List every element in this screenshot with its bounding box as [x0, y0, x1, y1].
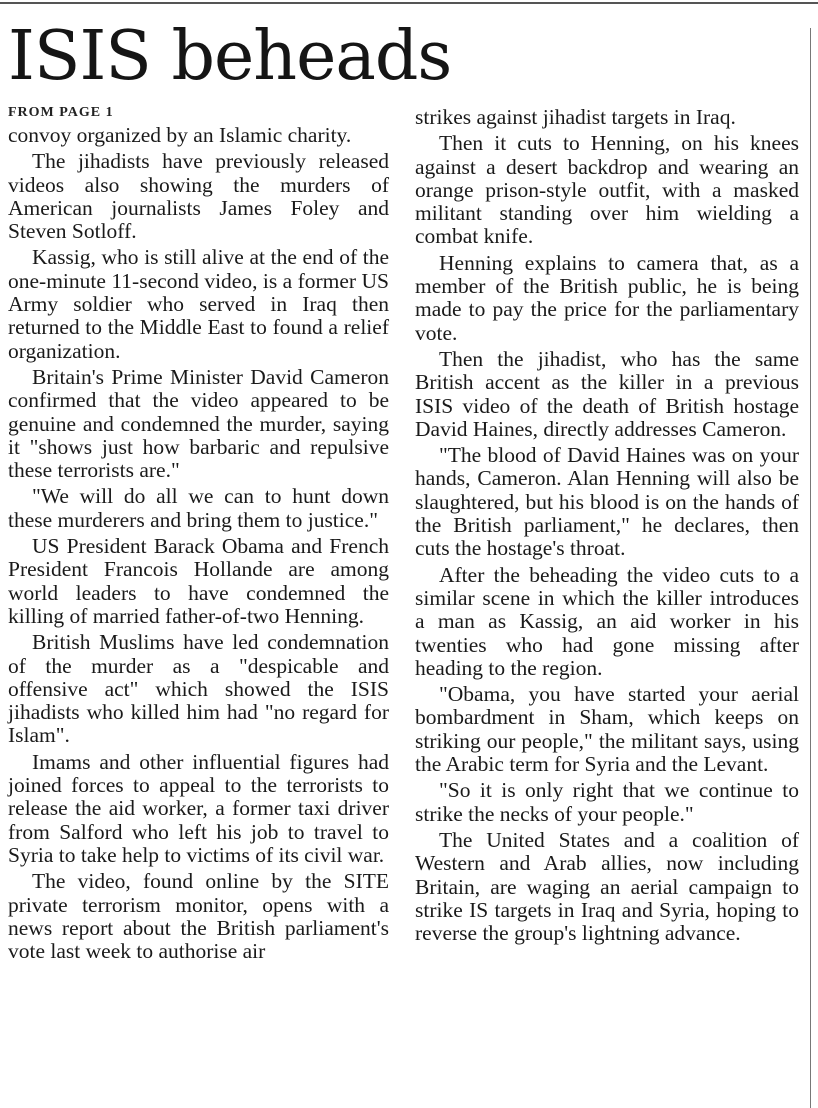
paragraph: Britain's Prime Minister David Cameron confirmed that the video appeared to be genuine and condemned the murder, saying it "shows just how barbaric and repulsive these terrorists are."	[8, 364, 389, 483]
paragraph: "Obama, you have started your aerial bombardment in Sham, which keeps on striking our people," the militant says, using the Arabic term for Syria and the Levant.	[415, 682, 799, 777]
column-rule	[810, 28, 811, 1108]
paragraph: "So it is only right that we continue to strike the necks of your people."	[415, 778, 799, 826]
paragraph: Then the jihadist, who has the same British accent as the killer in a previous ISIS video of the death of British hostage David Haines, directly addresses Cameron.	[415, 346, 799, 441]
top-rule	[0, 2, 818, 4]
paragraph: Henning explains to camera that, as a member of the British public, he is being made to pay the price for the parliamentary vote.	[415, 250, 799, 345]
paragraph: strikes against jihadist targets in Iraq.	[415, 105, 736, 129]
paragraph: British Muslims have led condemnation of the murder as a "despicable and offensive act" which showed the ISIS jihadists who killed him had "no regard for Islam".	[8, 630, 389, 748]
paragraph: "The blood of David Haines was on your hands, Cameron. Alan Henning will also be slaughtered, but his blood is on the hands of the British parliament," he declares, then cuts the hostage's throat.	[415, 443, 799, 561]
paragraph: The United States and a coalition of Western and Arab allies, now including Britain, are waging an aerial campaign to strike IS targets in Iraq and Syria, hoping to reverse the group's lightning advance.	[415, 827, 799, 946]
paragraph: convoy organized by an Islamic charity.	[8, 123, 352, 147]
paragraph: Then it cuts to Henning, on his knees against a desert backdrop and wearing an orange prison-style outfit, with a masked militant standing over him wielding a combat knife.	[415, 131, 799, 249]
paragraph: The jihadists have previously released videos also showing the murders of American journalists James Foley and Steven Sotloff.	[8, 149, 389, 244]
headline: ISIS beheads	[8, 17, 452, 96]
kicker-from-page: FROM PAGE 1	[8, 105, 114, 120]
article-column-right	[415, 106, 799, 948]
paragraph: "We will do all we can to hunt down these murderers and bring them to justice."	[8, 484, 389, 532]
article-column-left	[8, 124, 389, 966]
paragraph: The video, found online by the SITE private terrorism monitor, opens with a news report about the British parliament's vote last week to authorise air	[8, 869, 389, 964]
paragraph: US President Barack Obama and French President Francois Hollande are among world leaders to have condemned the killing of married father-of-two Henning.	[8, 534, 389, 628]
paragraph: After the beheading the video cuts to a similar scene in which the killer introduces a man as Kassig, an aid worker in his twenties who had gone missing after heading to the region.	[415, 562, 799, 680]
paragraph: Kassig, who is still alive at the end of the one-minute 11-second video, is a former US Army soldier who served in Iraq then returned to the Middle East to found a relief organization.	[8, 245, 389, 363]
paragraph: Imams and other influential figures had joined forces to appeal to the terrorists to release the aid worker, a former taxi driver from Salford who left his job to travel to Syria to take help to victims of its civil war.	[8, 749, 389, 867]
